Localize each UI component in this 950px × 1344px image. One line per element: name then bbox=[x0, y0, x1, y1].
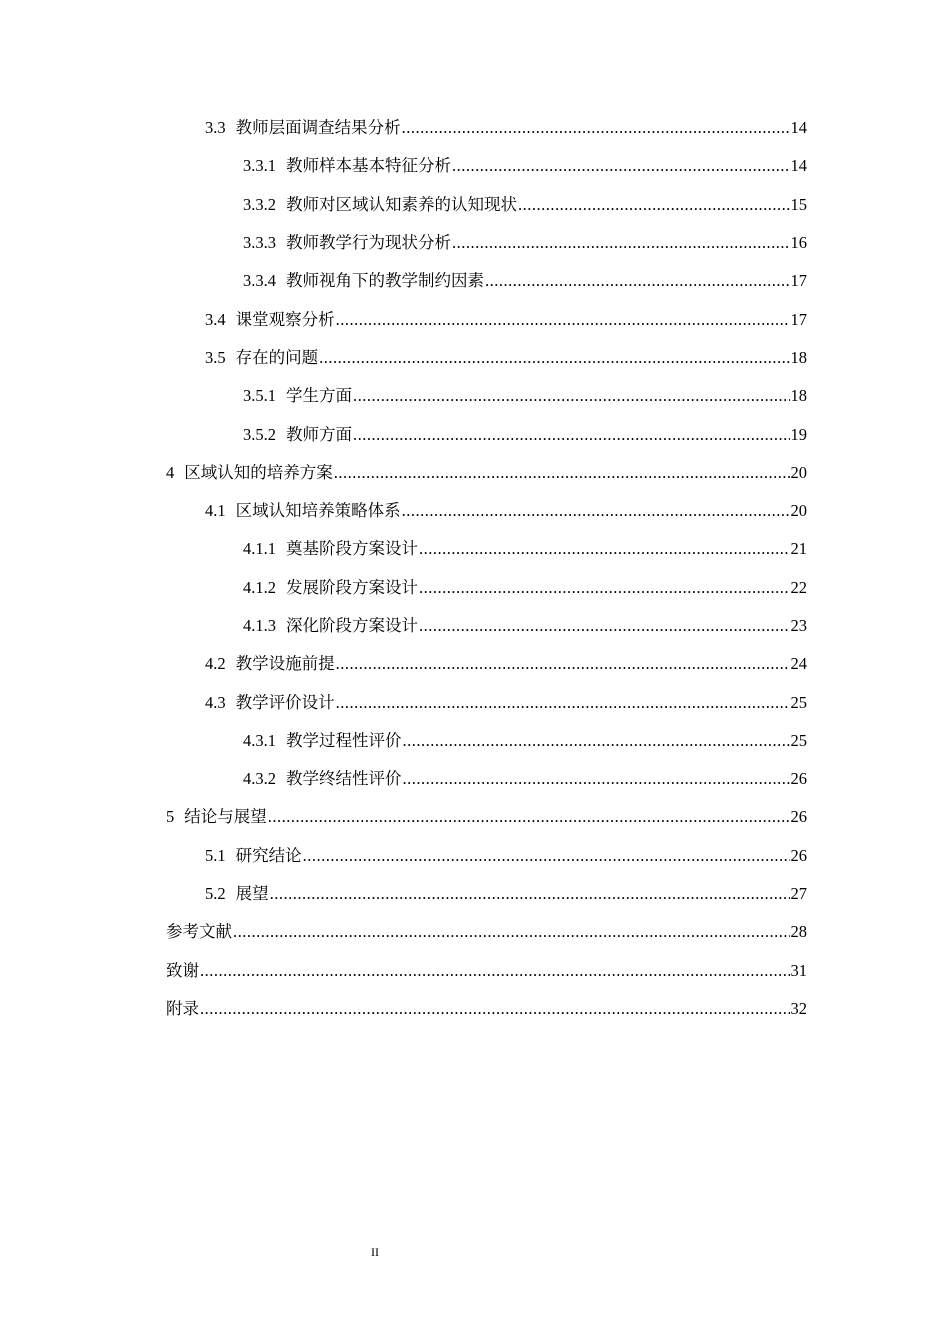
toc-entry-page: 25 bbox=[790, 692, 807, 712]
toc-dot-leader bbox=[403, 731, 790, 751]
toc-entry-number: 3.5 bbox=[205, 347, 226, 367]
toc-entry-title: 区域认知培养策略体系 bbox=[235, 501, 401, 521]
toc-entry-title: 参考文献 bbox=[166, 922, 232, 942]
toc-entry-title: 学生方面 bbox=[286, 386, 352, 406]
toc-entry-title: 教师方面 bbox=[286, 424, 352, 444]
toc-entry-title: 教学过程性评价 bbox=[286, 730, 402, 750]
toc-entry-title: 教学评价设计 bbox=[235, 692, 335, 712]
toc-entry-title: 教学设施前提 bbox=[235, 654, 335, 674]
toc-dot-leader bbox=[334, 463, 790, 483]
toc-entry[interactable] bbox=[166, 645, 807, 683]
toc-entry-number: 3.4 bbox=[205, 309, 226, 329]
toc-entry-page: 24 bbox=[790, 654, 807, 674]
toc-entry-number: 3.5.2 bbox=[243, 424, 276, 444]
toc-entry[interactable] bbox=[166, 607, 807, 645]
toc-entry-page: 17 bbox=[790, 309, 807, 329]
toc-entry-page: 15 bbox=[790, 194, 807, 214]
toc-entry-number: 5.1 bbox=[205, 845, 226, 865]
toc-entry-title: 深化阶段方案设计 bbox=[286, 616, 418, 635]
toc-dot-leader bbox=[303, 846, 790, 866]
toc-entry[interactable] bbox=[166, 990, 807, 1028]
toc-dot-leader bbox=[452, 233, 790, 253]
toc-entry-number: 4.1.1 bbox=[243, 539, 276, 559]
toc-dot-leader bbox=[268, 807, 790, 827]
toc-entry-page: 20 bbox=[790, 501, 807, 521]
toc-entry-page: 14 bbox=[790, 118, 807, 138]
toc-entry-page: 18 bbox=[790, 386, 807, 406]
toc-entry-number: 4.1 bbox=[205, 501, 226, 521]
toc-entry[interactable] bbox=[166, 415, 807, 453]
toc-entry-page: 25 bbox=[790, 730, 807, 750]
toc-entry-page: 27 bbox=[790, 884, 807, 904]
toc-dot-leader bbox=[403, 769, 790, 789]
toc-entry-number: 3.3.4 bbox=[243, 271, 276, 291]
toc-entry-page: 17 bbox=[790, 271, 807, 291]
toc-dot-leader bbox=[518, 195, 790, 215]
toc-entry-number: 4.1.2 bbox=[243, 577, 276, 597]
toc-entry[interactable] bbox=[166, 722, 807, 760]
toc-entry[interactable] bbox=[166, 377, 807, 415]
toc-entry[interactable] bbox=[166, 913, 807, 951]
toc-entry-number: 3.3 bbox=[205, 118, 226, 138]
toc-entry-number: 5.2 bbox=[205, 884, 226, 904]
toc-dot-leader bbox=[270, 884, 790, 904]
page-number: II bbox=[371, 1245, 379, 1259]
toc-entry[interactable] bbox=[166, 262, 807, 300]
toc-entry-title: 教师层面调查结果分析 bbox=[235, 118, 401, 138]
toc-entry[interactable] bbox=[166, 875, 807, 913]
table-of-contents bbox=[166, 109, 807, 1028]
toc-entry-page: 26 bbox=[790, 769, 807, 789]
toc-entry-page: 20 bbox=[790, 462, 807, 482]
toc-entry-title: 教师视角下的教学制约因素 bbox=[286, 271, 484, 291]
toc-entry[interactable] bbox=[166, 952, 807, 990]
toc-entry-number: 3.3.2 bbox=[243, 194, 276, 214]
toc-entry-number: 4.3.2 bbox=[243, 769, 276, 789]
toc-entry-number: 4.3.1 bbox=[243, 730, 276, 750]
toc-entry-title: 展望 bbox=[235, 884, 269, 904]
toc-dot-leader bbox=[419, 539, 790, 559]
toc-entry-title: 教师教学行为现状分析 bbox=[286, 233, 451, 253]
toc-entry[interactable] bbox=[166, 339, 807, 377]
toc-entry-page: 22 bbox=[790, 577, 807, 597]
toc-entry[interactable] bbox=[166, 186, 807, 224]
toc-entry-page: 14 bbox=[790, 156, 807, 176]
toc-entry[interactable] bbox=[166, 760, 807, 798]
toc-dot-leader bbox=[353, 425, 790, 445]
toc-entry[interactable] bbox=[166, 300, 807, 338]
toc-entry-title: 研究结论 bbox=[235, 845, 302, 865]
toc-entry-number: 3.3.3 bbox=[243, 233, 276, 253]
toc-entry-title: 附录 bbox=[166, 998, 199, 1018]
toc-entry-page: 32 bbox=[790, 998, 807, 1018]
toc-entry-title: 教学终结性评价 bbox=[286, 769, 402, 789]
toc-entry[interactable] bbox=[166, 147, 807, 185]
toc-entry[interactable] bbox=[166, 683, 807, 721]
toc-entry-number: 4 bbox=[166, 462, 175, 482]
toc-entry-page: 26 bbox=[790, 845, 807, 865]
toc-entry-title: 教师样本基本特征分析 bbox=[286, 156, 451, 176]
toc-entry[interactable] bbox=[166, 530, 807, 568]
toc-entry-title: 奠基阶段方案设计 bbox=[286, 539, 418, 559]
toc-entry[interactable] bbox=[166, 798, 807, 836]
toc-entry-title: 致谢 bbox=[166, 960, 199, 980]
toc-entry-number: 4.1.3 bbox=[243, 616, 276, 635]
toc-dot-leader bbox=[336, 310, 790, 330]
toc-entry-title: 发展阶段方案设计 bbox=[286, 577, 418, 597]
toc-dot-leader bbox=[200, 999, 790, 1019]
toc-entry[interactable] bbox=[166, 837, 807, 875]
toc-entry-number: 3.3.1 bbox=[243, 156, 276, 176]
toc-entry[interactable] bbox=[166, 492, 807, 530]
toc-entry-page: 19 bbox=[790, 424, 807, 444]
toc-dot-leader bbox=[336, 654, 790, 674]
toc-entry-number: 5 bbox=[166, 807, 175, 827]
toc-dot-leader bbox=[402, 118, 790, 138]
toc-entry-page: 26 bbox=[790, 807, 807, 827]
toc-dot-leader bbox=[319, 348, 789, 368]
toc-entry-title: 区域认知的培养方案 bbox=[184, 462, 333, 482]
toc-entry[interactable] bbox=[166, 224, 807, 262]
toc-entry[interactable] bbox=[166, 569, 807, 607]
toc-dot-leader bbox=[233, 922, 790, 942]
toc-dot-leader bbox=[485, 271, 790, 291]
toc-dot-leader bbox=[353, 386, 790, 406]
toc-entry-page: 16 bbox=[790, 233, 807, 253]
toc-dot-leader bbox=[419, 578, 790, 598]
toc-dot-leader bbox=[336, 693, 790, 713]
toc-dot-leader bbox=[452, 156, 790, 176]
toc-entry-page: 21 bbox=[790, 539, 807, 559]
toc-entry-number: 4.2 bbox=[205, 654, 226, 674]
toc-entry-title: 教师对区域认知素养的认知现状 bbox=[286, 194, 517, 214]
toc-entry-number: 4.3 bbox=[205, 692, 226, 712]
toc-entry-title: 存在的问题 bbox=[235, 347, 319, 367]
toc-entry-page: 31 bbox=[790, 960, 807, 980]
toc-entry-page: 28 bbox=[790, 922, 807, 942]
toc-dot-leader bbox=[200, 961, 790, 981]
toc-entry-title: 课堂观察分析 bbox=[235, 309, 335, 329]
toc-entry[interactable] bbox=[166, 109, 807, 147]
toc-entry-number: 3.5.1 bbox=[243, 386, 276, 406]
toc-dot-leader bbox=[419, 616, 790, 636]
toc-entry[interactable] bbox=[166, 454, 807, 492]
toc-entry-page: 18 bbox=[790, 347, 807, 367]
toc-dot-leader bbox=[402, 501, 790, 521]
toc-entry-page: 23 bbox=[790, 616, 807, 635]
toc-entry-title: 结论与展望 bbox=[184, 807, 267, 827]
